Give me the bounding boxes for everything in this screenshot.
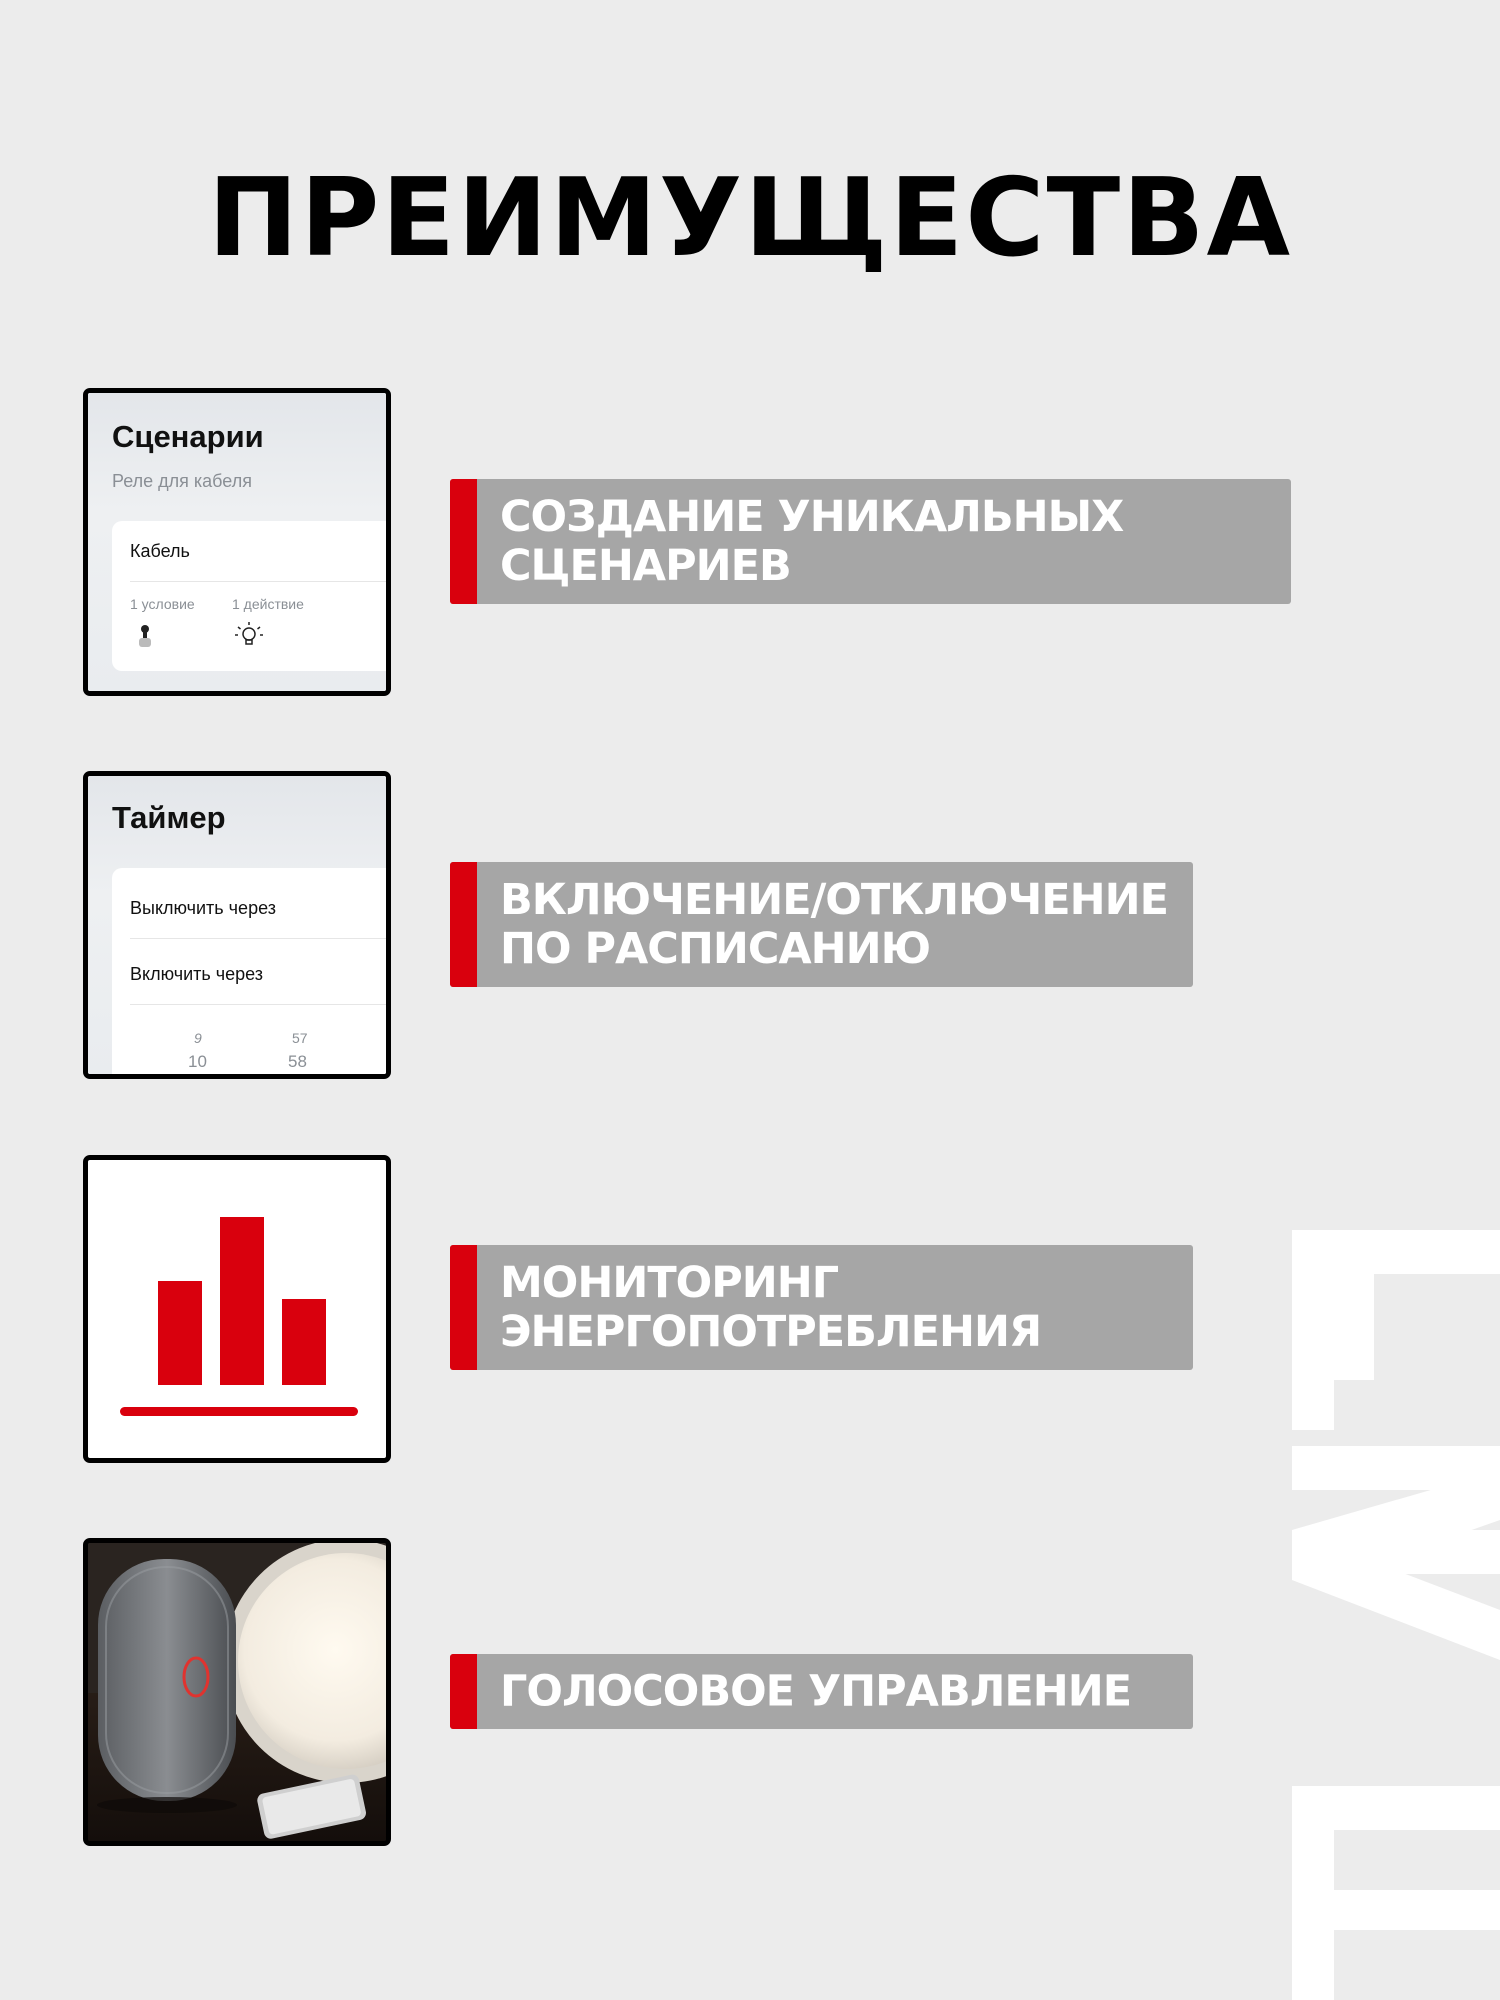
divider	[130, 938, 391, 939]
feature-label-scenarios	[450, 479, 1291, 604]
scenario-item-name: Кабель	[130, 541, 190, 561]
divider	[130, 581, 391, 582]
smart-speaker	[98, 1559, 236, 1801]
light-bulb-icon	[234, 621, 264, 651]
smart-speaker-and-lamp-illustration	[88, 1543, 386, 1841]
hours-picker-value[interactable]: 9	[194, 1030, 202, 1046]
timer-heading: Таймер	[112, 800, 226, 835]
icon-bar	[282, 1299, 326, 1385]
feature-label-line: СОЗДАНИЕ УНИКАЛЬНЫХ	[500, 491, 1124, 542]
icon-bar	[220, 1217, 264, 1385]
feature-label-line: МОНИТОРИНГ	[500, 1257, 839, 1308]
scenario-item-panel[interactable]	[112, 521, 391, 671]
divider	[130, 1004, 391, 1005]
minutes-picker-value[interactable]: 57	[292, 1030, 308, 1046]
feature-label-line: ВКЛЮЧЕНИЕ/ОТКЛЮЧЕНИЕ	[500, 874, 1168, 925]
scenarios-screenshot-card	[83, 388, 391, 696]
condition-label: 1 условие	[130, 596, 195, 612]
minutes-picker-value[interactable]: 58	[288, 1052, 307, 1071]
feature-label-voice	[450, 1654, 1193, 1729]
voice-control-photo-card	[83, 1538, 391, 1846]
turn-off-after-row[interactable]: Выключить через	[130, 898, 276, 918]
feature-label-line: ГОЛОСОВОЕ УПРАВЛЕНИЕ	[500, 1666, 1132, 1716]
feature-label-line: СЦЕНАРИЕВ	[500, 540, 791, 591]
hours-picker-value[interactable]: 10	[188, 1052, 207, 1071]
feature-label-line: ЭНЕРГОПОТРЕБЛЕНИЯ	[500, 1306, 1042, 1357]
ekf-logo	[1292, 1230, 1500, 2000]
scenarios-heading: Сценарии	[112, 419, 264, 454]
page-title: ПРЕИМУЩЕСТВА	[207, 156, 1293, 281]
scenarios-subheading: Реле для кабеля	[112, 471, 252, 491]
action-label: 1 действие	[232, 596, 304, 612]
bar-chart-icon	[88, 1160, 386, 1458]
touch-hand-icon	[134, 623, 156, 649]
baseline-bar	[120, 1407, 358, 1416]
timer-options-panel	[112, 868, 391, 1079]
turn-on-after-row[interactable]: Включить через	[130, 964, 264, 984]
timer-screenshot-card	[83, 771, 391, 1079]
monitoring-icon-card	[83, 1155, 391, 1463]
feature-label-monitoring	[450, 1245, 1193, 1370]
icon-bar	[158, 1281, 202, 1385]
feature-label-line: ПО РАСПИСАНИЮ	[500, 923, 931, 974]
feature-label-schedule	[450, 862, 1193, 987]
